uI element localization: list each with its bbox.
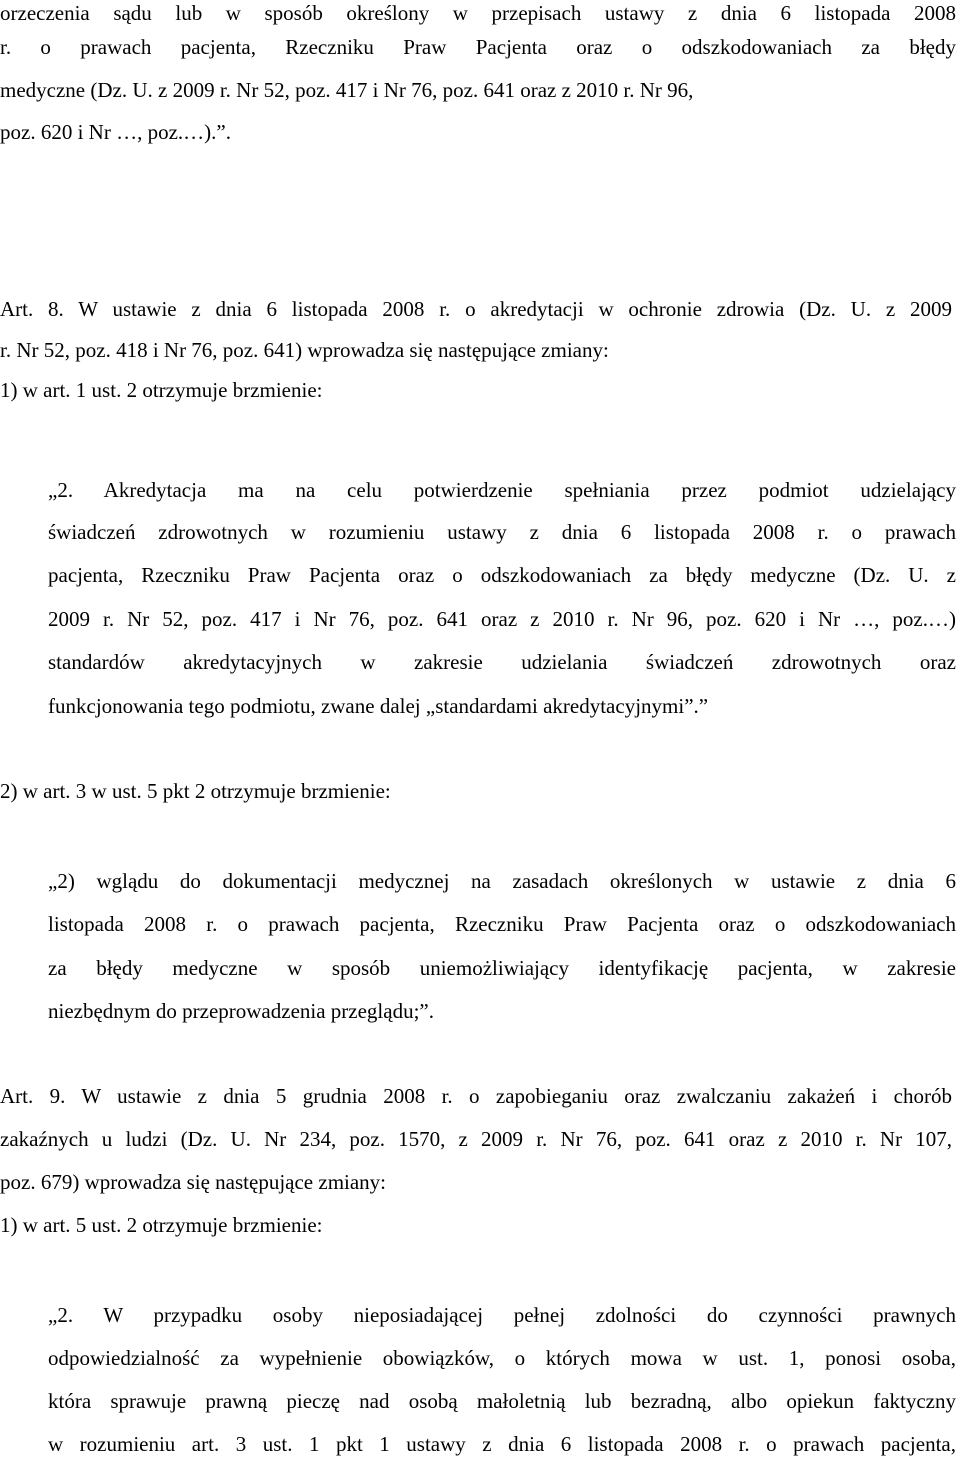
article-9-point-1-intro: 1) w art. 5 ust. 2 otrzymuje brzmienie: xyxy=(0,1213,323,1237)
text-line: orzeczenia sądu lub w sposób określony w przepisach ustawy z dnia 6 listopada 2008 xyxy=(0,1,956,25)
quote-line: świadczeń zdrowotnych w rozumieniu ustawy z dnia 6 listopada 2008 r. o prawach xyxy=(48,520,956,544)
quote-line: funkcjonowania tego podmiotu, zwane dalej „standardami akredytacyjnymi”.” xyxy=(48,694,709,718)
article-8-point-1-intro: 1) w art. 1 ust. 2 otrzymuje brzmienie: xyxy=(0,378,323,402)
quote-line: niezbędnym do przeprowadzenia przeglądu;”. xyxy=(48,999,434,1023)
quote-line: za błędy medyczne w sposób uniemożliwiający identyfikację pacjenta, w zakresie xyxy=(48,956,956,980)
quote-line: odpowiedzialność za wypełnienie obowiązków, o których mowa w ust. 1, ponosi osoba, xyxy=(48,1346,956,1370)
text-line: r. o prawach pacjenta, Rzeczniku Praw Pacjenta oraz o odszkodowaniach za błędy xyxy=(0,35,956,59)
quote-line: która sprawuje prawną pieczę nad osobą małoletnią lub bezradną, albo opiekun faktyczny xyxy=(48,1389,956,1413)
article-9-heading-line: poz. 679) wprowadza się następujące zmiany: xyxy=(0,1170,387,1194)
article-9-heading-line: Art. 9. W ustawie z dnia 5 grudnia 2008 r. o zapobieganiu oraz zwalczaniu zakażeń i chorób xyxy=(0,1084,952,1108)
quote-line: 2009 r. Nr 52, poz. 417 i Nr 76, poz. 641 oraz z 2010 r. Nr 96, poz. 620 i Nr …, poz.…) xyxy=(48,607,956,631)
quote-line: standardów akredytacyjnych w zakresie udzielania świadczeń zdrowotnych oraz xyxy=(48,650,956,674)
text-line: poz. 620 i Nr …, poz.…).”. xyxy=(0,120,231,144)
quote-line: listopada 2008 r. o prawach pacjenta, Rzeczniku Praw Pacjenta oraz o odszkodowaniach xyxy=(48,912,956,936)
article-9-heading-line: zakaźnych u ludzi (Dz. U. Nr 234, poz. 1570, z 2009 r. Nr 76, poz. 641 oraz z 2010 r. Nr 107, xyxy=(0,1127,952,1151)
article-8-point-2-intro: 2) w art. 3 w ust. 5 pkt 2 otrzymuje brzmienie: xyxy=(0,779,391,803)
quote-line: „2. W przypadku osoby nieposiadającej pełnej zdolności do czynności prawnych xyxy=(48,1303,956,1327)
quote-line: pacjenta, Rzeczniku Praw Pacjenta oraz o odszkodowaniach za błędy medyczne (Dz. U. z xyxy=(48,563,956,587)
article-8-heading-line: r. Nr 52, poz. 418 i Nr 76, poz. 641) wprowadza się następujące zmiany: xyxy=(0,338,609,362)
quote-line: „2. Akredytacja ma na celu potwierdzenie spełniania przez podmiot udzielający xyxy=(48,478,956,502)
text-line: medyczne (Dz. U. z 2009 r. Nr 52, poz. 417 i Nr 76, poz. 641 oraz z 2010 r. Nr 96, xyxy=(0,78,694,102)
quote-line: „2) wglądu do dokumentacji medycznej na zasadach określonych w ustawie z dnia 6 xyxy=(48,869,956,893)
quote-line: w rozumieniu art. 3 ust. 1 pkt 1 ustawy z dnia 6 listopada 2008 r. o prawach pacjenta, xyxy=(48,1432,956,1456)
article-8-heading-line: Art. 8. W ustawie z dnia 6 listopada 2008 r. o akredytacji w ochronie zdrowia (Dz. U. z 2009 xyxy=(0,297,952,321)
